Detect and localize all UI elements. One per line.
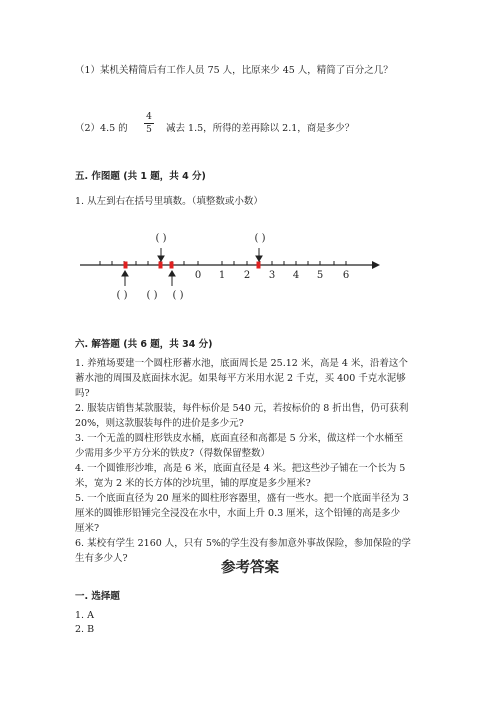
problem-5-line-3: 厘米?: [75, 523, 100, 534]
problem-3-line-1: 3. 一个无盖的圆柱形铁皮水桶，底面直径和高都是 5 分米，做这样一个水桶至: [75, 433, 404, 444]
number-line: [70, 228, 390, 308]
tick-label-1: 1: [218, 270, 226, 281]
tick-label-6: 6: [342, 270, 350, 281]
ticks: [100, 261, 346, 265]
problem-1-line-2: 蓄水池的周围及底面抹水泥。如果每平方米用水泥 2 千克，买 400 千克水泥够: [75, 373, 406, 384]
answer-2: 2. B: [75, 624, 95, 635]
answers-heading: 一. 选择题: [75, 591, 120, 602]
question-2-prefix: （2）4.5 的: [75, 123, 128, 134]
problem-1-line-1: 1. 养殖场要建一个圆柱形蓄水池，底面周长是 25.12 米，高是 4 米，沿着这个: [75, 358, 408, 369]
fraction-numerator: 4: [146, 112, 152, 122]
problem-1: [75, 356, 435, 401]
problem-2-line-2: 20%，则这款服装每件的进价是多少元?: [75, 418, 244, 429]
problem-3: [75, 431, 435, 461]
section-5-heading: 五. 作图题 (共 1 题，共 4 分): [75, 171, 206, 182]
problem-4: [75, 461, 435, 491]
section-5-instruction: 1. 从左到右在括号里填数。（填整数或小数）: [75, 196, 263, 207]
answers-title: 参考答案: [221, 559, 279, 576]
question-1: （1）某机关精简后有工作人员 75 人，比原来少 45 人，精简了百分之几？: [75, 65, 393, 76]
fraction: [144, 112, 154, 135]
tick-label-4: 4: [292, 270, 300, 281]
problem-3-line-2: 少需用多少平方分米的铁皮?（得数保留整数）: [75, 448, 271, 459]
red-mark-1: [124, 262, 127, 268]
top-bracket-1: ( ): [155, 233, 167, 244]
problem-5: [75, 491, 435, 536]
answer-1: 1. A: [75, 610, 94, 621]
problem-4-line-1: 4. 一个圆锥形沙堆，高是 6 米，底面直径是 4 米。把这些沙子铺在一个长为 5: [75, 463, 406, 474]
bottom-bracket-3: ( ): [172, 290, 184, 301]
problem-5-line-1: 5. 一个底面直径为 20 厘米的圆柱形容器里，盛有一些水。把一个底面半径为 3: [75, 493, 409, 504]
problem-1-line-3: 吗?: [75, 388, 90, 399]
red-mark-2: [159, 262, 162, 268]
red-mark-3: [170, 262, 173, 268]
fraction-bar: [144, 123, 154, 124]
section-6-heading: 六. 解答题 (共 6 题，共 34 分): [75, 339, 213, 350]
fraction-denominator: 5: [146, 125, 152, 135]
bottom-bracket-1: ( ): [116, 290, 128, 301]
tick-label-3: 3: [268, 270, 276, 281]
bottom-bracket-2: ( ): [146, 290, 158, 301]
tick-label-0: 0: [194, 270, 202, 281]
problem-6-line-2: 生有多少人?: [75, 553, 128, 564]
red-mark-4: [257, 262, 260, 268]
problem-2-line-1: 2. 服装店销售某款服装，每件标价是 540 元，若按标价的 8 折出售，仍可获利: [75, 403, 409, 414]
problem-2: [75, 401, 435, 431]
question-2-suffix: 减去 1.5，所得的差再除以 2.1，商是多少？: [166, 123, 355, 134]
problem-5-line-2: 厘米的圆锥形铅锤完全浸没在水中，水面上升 0.3 厘米，这个铅锤的高是多少: [75, 508, 401, 519]
tick-label-2: 2: [243, 270, 251, 281]
tick-label-5: 5: [316, 270, 324, 281]
problem-4-line-2: 米，宽为 2 米的长方体的沙坑里，铺的厚度是多少厘米?: [75, 478, 311, 489]
arrow-head-icon: [372, 261, 380, 269]
top-bracket-2: ( ): [254, 233, 266, 244]
problem-6-line-1: 6. 某校有学生 2160 人，只有 5%的学生没有参加意外事故保险，参加保险的学: [75, 538, 411, 549]
